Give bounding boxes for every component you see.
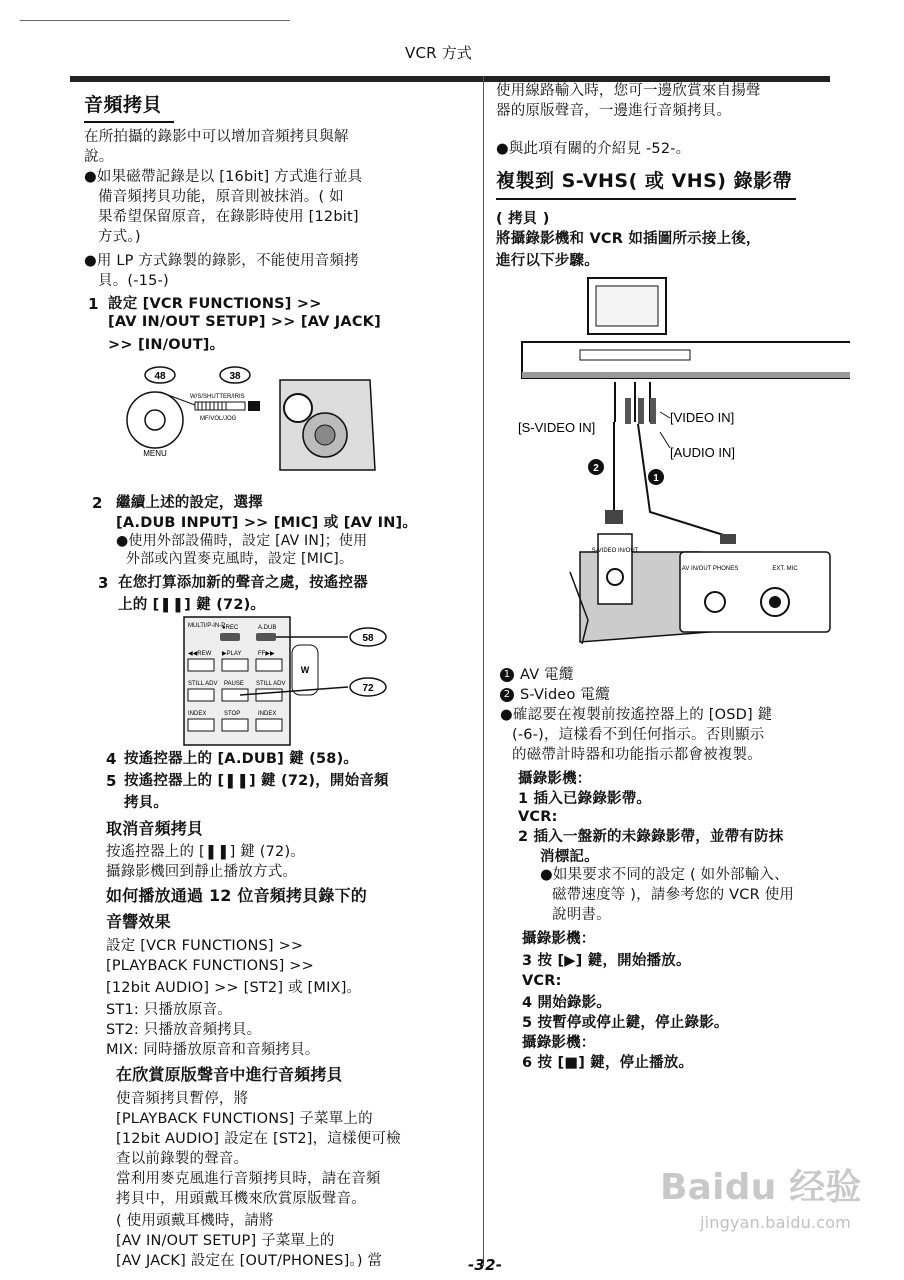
steps-s2sub-2: 磁帶速度等 )，請參考您的 VCR 使用 — [552, 887, 795, 903]
step2-number: 2 — [92, 494, 103, 512]
menu-label: MENU — [143, 449, 167, 458]
steps-camcorder-3: 攝錄影機： — [522, 1035, 596, 1051]
dial-label: W/S/SHUTTER/IRIS — [190, 394, 245, 400]
legend-2: 2 S-Video 電纜 — [500, 686, 610, 704]
remote-label-pause: PAUSE — [224, 681, 244, 687]
step4-number: 4 — [106, 750, 117, 768]
dial-label-2: MF/VOL/JOG — [200, 416, 237, 422]
steps-s2-2: 消標記。 — [540, 849, 599, 865]
play12-line-3: [12bit AUDIO] >> [ST2] 或 [MIX]。 — [106, 980, 362, 996]
remote-label-ff: FF▶▶ — [258, 651, 275, 657]
step5-line-1: 按遙控器上的 [❚❚] 鍵 (72)，開始音頻 — [124, 773, 389, 789]
watermark-brand: Baidu 经验 — [660, 1167, 862, 1208]
step1-line-1: 設定 [VCR FUNCTIONS] >> — [108, 296, 322, 312]
section-heading-audio-dub: 音頻拷貝 — [84, 94, 163, 116]
step2-line-1: 繼續上述的設定，選擇 — [116, 495, 263, 511]
cancel-heading: 取消音頻拷貝 — [106, 819, 204, 838]
note-line-2: (-6-)，這樣看不到任何指示。否則顯示 — [512, 727, 765, 743]
step1-number: 1 — [88, 295, 99, 313]
steps-s3: 3 按 [▶] 鍵，開始播放。 — [522, 953, 691, 969]
steps-vcr-2: VCR: — [522, 973, 562, 989]
remote-label-multi: MULTI/P-IN-P — [188, 623, 226, 629]
enjoy-line-1: 使音頻拷貝暫停，將 — [116, 1091, 249, 1107]
heading-underline-right — [496, 198, 796, 200]
enjoy-heading: 在欣賞原版聲音中進行音頻拷貝 — [116, 1065, 343, 1084]
right-cont-line-1: 使用線路輸入時，您可一邊欣賞來自揚聲 — [496, 83, 761, 99]
note-line-3: 的磁帶計時器和功能指示都會被複製。 — [512, 747, 762, 763]
callout-38: 38 — [229, 371, 241, 382]
right-sub-1: ( 拷貝 ) — [496, 211, 550, 227]
legend-1-text: AV 電纜 — [520, 667, 574, 683]
note-line-1: ●確認要在複製前按遙控器上的 [OSD] 鍵 — [500, 707, 773, 723]
diagram-number-2: 2 — [593, 463, 599, 474]
steps-s2sub-1: ●如果要求不同的設定 ( 如外部輸入、 — [540, 867, 789, 883]
steps-s4: 4 開始錄影。 — [522, 995, 612, 1011]
remote-label-still-1: STILL ADV — [188, 681, 218, 687]
bullet2-line-1: ●用 LP 方式錄製的錄影，不能使用音頻拷 — [84, 253, 359, 269]
remote-label-index-1: INDEX — [188, 711, 207, 717]
step1-line-2: [AV IN/OUT SETUP] >> [AV JACK] — [108, 314, 381, 330]
diagram-number-1: 1 — [653, 473, 659, 484]
header-title: VCR 方式 — [405, 44, 473, 62]
page-number: -32- — [468, 1256, 503, 1274]
callout-58: 58 — [362, 633, 374, 644]
remote-label-play: ▶PLAY — [222, 651, 242, 657]
section-heading-copy-svhs: 複製到 S-VHS( 或 VHS) 錄影帶 — [496, 170, 793, 192]
label-svideo-in: [S-VIDEO IN] — [518, 420, 596, 435]
label-svideo-jack: S-VIDEO IN/OUT — [591, 548, 639, 554]
step3-number: 3 — [98, 574, 109, 592]
label-video-in: [VIDEO IN] — [670, 410, 735, 425]
enjoy-line-6: 拷貝中，用頭戴耳機來欣賞原版聲音。 — [116, 1191, 366, 1207]
step1-line-3: >> [IN/OUT]。 — [108, 337, 225, 353]
steps-s2sub-3: 說明書。 — [552, 907, 611, 923]
steps-s2-1: 2 插入一盤新的未錄錄影帶，並帶有防抹 — [518, 829, 784, 845]
play12-heading-1: 如何播放通過 12 位音頻拷貝錄下的 — [106, 886, 368, 905]
watermark-url: jingyan.baidu.com — [700, 1213, 852, 1232]
callout-48: 48 — [154, 371, 166, 382]
steps-s1: 1 插入已錄錄影帶。 — [518, 791, 652, 807]
step5-line-2: 拷貝。 — [124, 795, 169, 811]
step2-sub-1: ●使用外部設備時，設定 [AV IN]；使用 — [116, 533, 368, 549]
remote-w-button: W — [300, 665, 310, 675]
heading-underline — [84, 121, 174, 123]
cancel-line-1: 按遙控器上的 [❚❚] 鍵 (72)。 — [106, 844, 306, 860]
enjoy-line-4: 查以前錄製的聲音。 — [116, 1151, 249, 1167]
remote-label-index-2: INDEX — [258, 711, 277, 717]
step2-sub-2: 外部或內置麥克風時，設定 [MIC]。 — [126, 551, 354, 567]
step3-line-2: 上的 [❚❚] 鍵 (72)。 — [118, 597, 266, 613]
enjoy-line-3: [12bit AUDIO] 設定在 [ST2]，這樣便可檢 — [116, 1131, 401, 1147]
right-cont-line-2: 器的原版聲音，一邊進行音頻拷貝。 — [496, 103, 732, 119]
right-ref: ●與此項有關的介紹見 -52-。 — [496, 141, 691, 157]
bullet1-line-3: 果希望保留原音，在錄影時使用 [12bit] — [98, 209, 359, 225]
connection-diagram — [510, 272, 850, 662]
steps-camcorder-2: 攝錄影機： — [522, 931, 596, 947]
remote-control-figure — [180, 615, 390, 750]
bullet1-line-1: ●如果磁帶記錄是以 [16bit] 方式進行並具 — [84, 169, 363, 185]
bullet1-line-2: 備音頻拷貝功能，原音則被抹消。( 如 — [98, 189, 344, 205]
steps-camcorder-1: 攝錄影機： — [518, 771, 592, 787]
bullet1-line-4: 方式。) — [98, 229, 141, 245]
right-sub-3: 進行以下步驟。 — [496, 253, 599, 269]
enjoy-line-9: [AV JACK] 設定在 [OUT/PHONES]。) 當 — [116, 1253, 383, 1269]
play12-line-6: MIX: 同時播放原音和音頻拷貝。 — [106, 1042, 320, 1058]
label-mic-jack: EXT. MIC — [772, 566, 798, 572]
enjoy-line-8: [AV IN/OUT SETUP] 子菜單上的 — [116, 1233, 335, 1249]
enjoy-line-2: [PLAYBACK FUNCTIONS] 子菜單上的 — [116, 1111, 373, 1127]
right-sub-2: 將攝錄影機和 VCR 如插圖所示接上後， — [496, 231, 761, 247]
steps-s5: 5 按暫停或停止鍵，停止錄影。 — [522, 1015, 729, 1031]
remote-label-rew: ◀◀REW — [188, 651, 212, 657]
remote-label-stop: STOP — [224, 711, 241, 717]
bullet2-line-2: 貝。(-15-) — [98, 273, 169, 289]
step2-line-2: [A.DUB INPUT] >> [MIC] 或 [AV IN]。 — [116, 515, 418, 531]
remote-label-rec: ●REC — [222, 625, 239, 631]
top-scan-line — [20, 20, 290, 21]
label-audio-in: [AUDIO IN] — [670, 445, 736, 460]
play12-line-1: 設定 [VCR FUNCTIONS] >> — [106, 938, 304, 954]
label-av-jack: AV IN/OUT PHONES — [681, 566, 739, 572]
intro-line-1: 在所拍攝的錄影中可以增加音頻拷貝與解 — [84, 129, 349, 145]
step5-number: 5 — [106, 772, 117, 790]
cancel-line-2: 攝錄影機回到靜止播放方式。 — [106, 864, 298, 880]
remote-label-still-2: STILL ADV — [256, 681, 286, 687]
steps-s6: 6 按 [■] 鍵，停止播放。 — [522, 1055, 694, 1071]
play12-line-4: ST1: 只播放原音。 — [106, 1002, 232, 1018]
callout-72: 72 — [362, 683, 374, 694]
play12-line-2: [PLAYBACK FUNCTIONS] >> — [106, 958, 315, 974]
remote-label-adub: A.DUB — [258, 625, 277, 631]
play12-line-5: ST2: 只播放音頻拷貝。 — [106, 1022, 262, 1038]
steps-vcr-1: VCR: — [518, 809, 558, 825]
step4-line-1: 按遙控器上的 [A.DUB] 鍵 (58)。 — [124, 751, 359, 767]
enjoy-line-7: ( 使用頭戴耳機時，請將 — [116, 1213, 274, 1229]
intro-line-2: 說。 — [84, 149, 114, 165]
play12-heading-2: 音響效果 — [106, 912, 171, 931]
legend-1: 1 AV 電纜 — [500, 666, 574, 684]
enjoy-line-5: 當利用麥克風進行音頻拷貝時，請在音頻 — [116, 1171, 381, 1187]
column-divider — [483, 76, 484, 1266]
camera-menu-figure — [120, 360, 380, 480]
legend-2-text: S-Video 電纜 — [520, 687, 610, 703]
step3-line-1: 在您打算添加新的聲音之處，按遙控器 — [118, 575, 368, 591]
